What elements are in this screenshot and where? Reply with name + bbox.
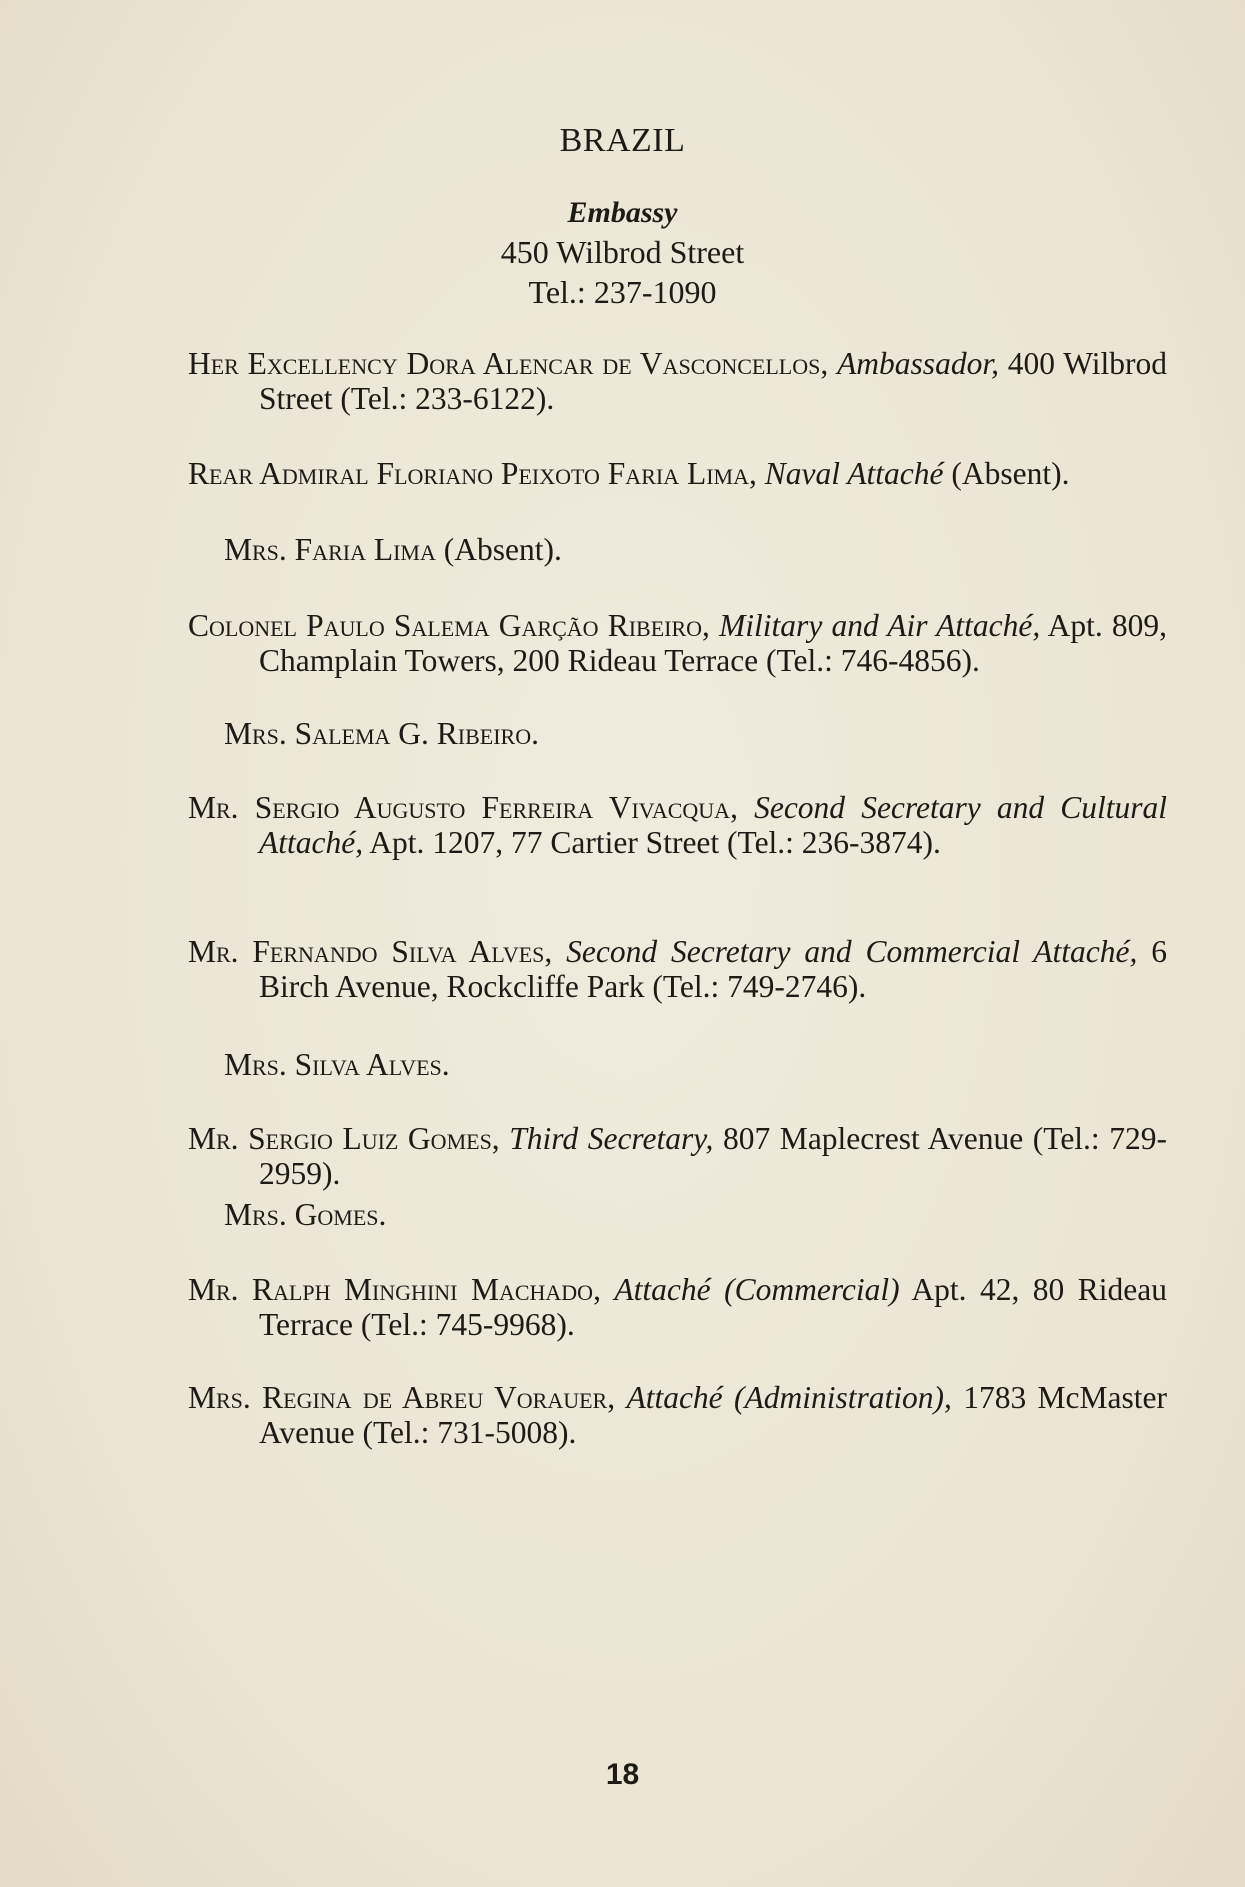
- entry-attache-commercial: [188, 1272, 1167, 1342]
- entry-spouse: [224, 716, 1096, 751]
- entry-details: Apt. 809, Champlain Towers, 200 Rideau Terrace (Tel.: 746-4856).: [259, 608, 1168, 678]
- entry-naval-attache: [188, 456, 1167, 491]
- entry-ambassador: [188, 346, 1167, 416]
- entry-spouse: [224, 1197, 1096, 1232]
- office-telephone: Tel.: 237-1090: [528, 274, 717, 310]
- entry-second-secretary-commercial: [188, 934, 1167, 1004]
- entry-military-attache: [188, 608, 1167, 678]
- entry-details: 6 Birch Avenue, Rockcliffe Park (Tel.: 749-2746).: [259, 934, 1167, 1004]
- entry-title: Third Secretary,: [509, 1121, 714, 1156]
- entry-name: Rear Admiral Floriano Peixoto Faria Lima,: [188, 456, 757, 491]
- entry-title: Second Secretary and Cultural Attaché,: [259, 790, 1168, 860]
- entry-name: Colonel Paulo Salema Garção Ribeiro,: [188, 608, 710, 643]
- entry-details: Apt. 42, 80 Rideau Terrace (Tel.: 745-9968).: [259, 1272, 1167, 1342]
- entry-title: Second Secretary and Commercial Attaché,: [566, 934, 1138, 969]
- entry-third-secretary: [188, 1121, 1167, 1191]
- entry-name: Her Excellency Dora Alencar de Vasconcellos,: [188, 346, 829, 381]
- spouse-name: Mrs. Salema G. Ribeiro.: [224, 716, 539, 751]
- entry-title: Attaché (Administration),: [626, 1380, 952, 1415]
- entry-details: (Absent).: [943, 456, 1070, 491]
- entry-title: Military and Air Attaché,: [719, 608, 1041, 643]
- entry-details: 807 Maplecrest Avenue (Tel.: 729-2959).: [259, 1121, 1168, 1191]
- spouse-name: Mrs. Faria Lima: [224, 532, 436, 567]
- page-number: 18: [605, 1758, 640, 1791]
- entry-spouse: [224, 1047, 1096, 1082]
- entry-name: Mr. Fernando Silva Alves,: [188, 934, 553, 969]
- entry-title: Attaché (Commercial): [614, 1272, 900, 1307]
- entry-details: 1783 McMaster Avenue (Tel.: 731-5008).: [259, 1380, 1168, 1450]
- spouse-name: Mrs. Silva Alves.: [224, 1047, 450, 1082]
- spouse-name: Mrs. Gomes.: [224, 1197, 387, 1232]
- entry-attache-administration: [188, 1380, 1167, 1450]
- entry-name: Mr. Ralph Minghini Machado,: [188, 1272, 601, 1307]
- entry-name: Mr. Sergio Luiz Gomes,: [188, 1121, 500, 1156]
- entry-title: Naval Attaché: [764, 456, 944, 491]
- entry-details: (Absent).: [435, 532, 562, 567]
- entry-details: Apt. 1207, 77 Cartier Street (Tel.: 236-3874).: [363, 825, 941, 860]
- entry-spouse: [224, 532, 1096, 567]
- entry-name: Mrs. Regina de Abreu Vorauer,: [188, 1380, 616, 1415]
- office-heading: Embassy: [567, 196, 678, 229]
- entry-name: Mr. Sergio Augusto Ferreira Vivacqua,: [188, 790, 738, 825]
- country-heading: BRAZIL: [559, 122, 686, 159]
- entry-second-secretary-cultural: [188, 790, 1167, 860]
- entry-details: 400 Wilbrod Street (Tel.: 233-6122).: [259, 346, 1167, 416]
- office-address: 450 Wilbrod Street: [500, 234, 745, 270]
- entry-title: Ambassador,: [837, 346, 999, 381]
